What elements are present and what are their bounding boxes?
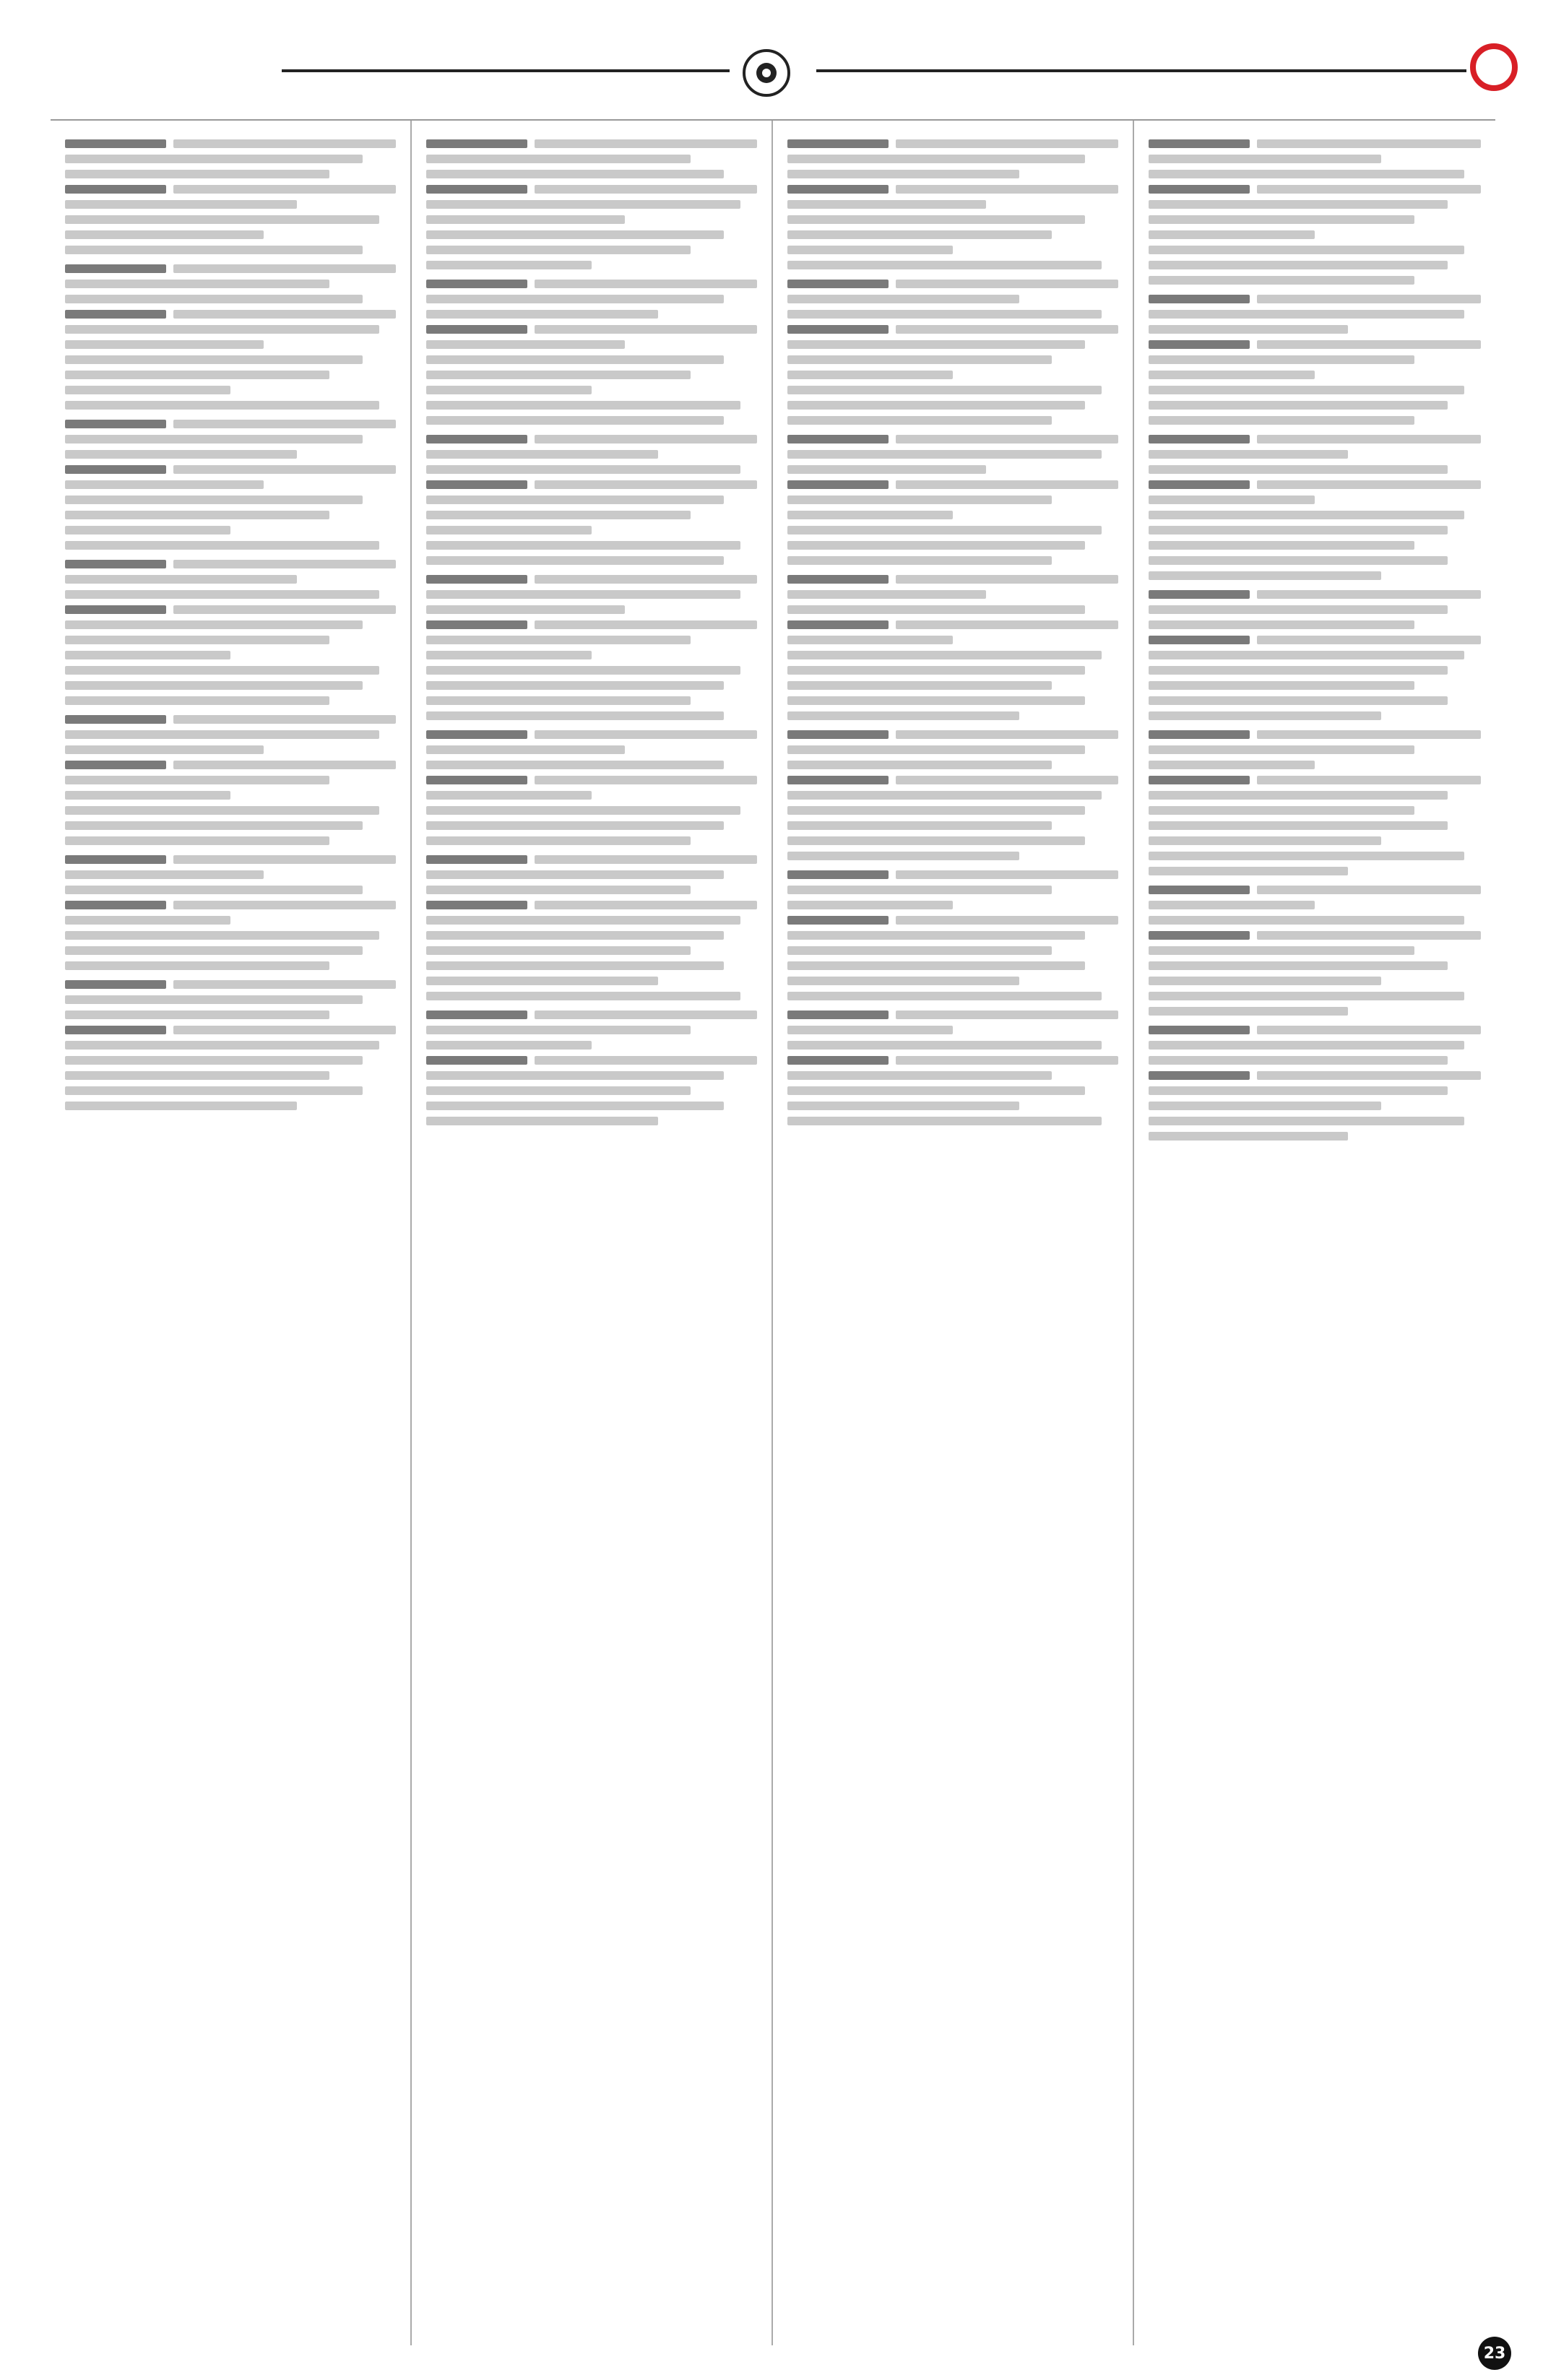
- text-line: [787, 401, 1085, 410]
- text-line: [426, 526, 592, 535]
- text-line: [426, 295, 724, 303]
- text-line: [1149, 310, 1464, 319]
- role-line: [426, 139, 757, 148]
- role-line: [65, 855, 396, 864]
- organization-section: [65, 715, 396, 845]
- text-line: [65, 995, 363, 1004]
- text-line: [65, 666, 379, 675]
- role-line: [426, 185, 757, 194]
- organization-section: [65, 855, 396, 970]
- text-line: [787, 636, 953, 644]
- text-line: [426, 745, 625, 754]
- text-line: [65, 651, 230, 659]
- role-line: [426, 1011, 757, 1019]
- text-line: [426, 261, 592, 269]
- text-line: [426, 355, 724, 364]
- text-line: [787, 681, 1052, 690]
- text-line: [426, 961, 724, 970]
- role-line: [65, 310, 396, 319]
- text-line: [1149, 200, 1448, 209]
- text-column: [773, 121, 1134, 2345]
- organization-section: [787, 730, 1118, 860]
- text-line: [65, 681, 363, 690]
- text-column: [1134, 121, 1495, 2345]
- text-line: [1149, 946, 1414, 955]
- text-line: [1149, 620, 1414, 629]
- text-line: [426, 916, 740, 925]
- role-line: [65, 264, 396, 273]
- text-line: [787, 901, 953, 909]
- organization-section: [787, 575, 1118, 720]
- role-line: [426, 855, 757, 864]
- text-line: [65, 325, 379, 334]
- text-line: [65, 946, 363, 955]
- text-line: [426, 215, 625, 224]
- organization-section: [787, 1011, 1118, 1125]
- text-line: [787, 1026, 953, 1034]
- text-line: [1149, 325, 1348, 334]
- text-line: [1149, 416, 1414, 425]
- text-line: [787, 605, 1085, 614]
- role-line: [787, 185, 1118, 194]
- text-line: [426, 310, 658, 319]
- text-line: [787, 355, 1052, 364]
- text-line: [65, 776, 329, 784]
- role-line: [1149, 1026, 1481, 1034]
- text-line: [787, 977, 1019, 985]
- organization-section: [1149, 139, 1481, 285]
- text-line: [787, 745, 1085, 754]
- text-line: [65, 886, 363, 894]
- text-line: [65, 730, 379, 739]
- text-line: [1149, 401, 1448, 410]
- role-line: [787, 1011, 1118, 1019]
- text-line: [787, 170, 1019, 178]
- text-line: [1149, 450, 1348, 459]
- text-line: [65, 230, 264, 239]
- text-line: [1149, 836, 1381, 845]
- text-line: [426, 681, 724, 690]
- text-line: [1149, 155, 1381, 163]
- text-line: [1149, 745, 1414, 754]
- red-ring-icon: [1470, 43, 1518, 91]
- role-line: [426, 325, 757, 334]
- text-line: [65, 575, 297, 584]
- text-line: [1149, 246, 1464, 254]
- role-line: [426, 280, 757, 288]
- text-line: [787, 836, 1085, 845]
- organization-section: [426, 1011, 757, 1125]
- organization-section: [1149, 435, 1481, 580]
- text-line: [426, 465, 740, 474]
- text-line: [426, 590, 740, 599]
- text-line: [1149, 556, 1448, 565]
- text-line: [787, 1071, 1052, 1080]
- emblem-icon: [753, 60, 779, 86]
- text-line: [426, 1117, 658, 1125]
- role-line: [787, 139, 1118, 148]
- text-line: [787, 666, 1085, 675]
- text-line: [65, 961, 329, 970]
- text-line: [787, 556, 1052, 565]
- text-line: [1149, 526, 1448, 535]
- text-line: [426, 340, 625, 349]
- text-line: [65, 526, 230, 535]
- text-line: [787, 496, 1052, 504]
- text-line: [65, 246, 363, 254]
- text-line: [426, 401, 740, 410]
- role-line: [1149, 886, 1481, 894]
- text-line: [787, 450, 1102, 459]
- text-line: [65, 155, 363, 163]
- role-line: [65, 761, 396, 769]
- text-line: [65, 401, 379, 410]
- role-line: [1149, 1071, 1481, 1080]
- role-line: [787, 916, 1118, 925]
- text-line: [65, 170, 329, 178]
- organization-section: [1149, 590, 1481, 720]
- text-line: [1149, 806, 1414, 815]
- text-line: [426, 711, 724, 720]
- text-line: [426, 931, 724, 940]
- text-line: [426, 230, 724, 239]
- text-line: [787, 230, 1052, 239]
- text-line: [1149, 696, 1448, 705]
- header-rule-right: [816, 69, 1466, 72]
- text-line: [65, 215, 379, 224]
- organization-section: [787, 870, 1118, 1000]
- page-number: 23: [1478, 2337, 1511, 2370]
- role-line: [65, 420, 396, 428]
- text-line: [65, 636, 329, 644]
- text-line: [1149, 465, 1448, 474]
- text-line: [65, 450, 297, 459]
- text-line: [65, 745, 264, 754]
- text-line: [426, 1102, 724, 1110]
- organization-section: [426, 139, 757, 269]
- text-line: [65, 806, 379, 815]
- text-line: [1149, 666, 1448, 675]
- text-line: [1149, 571, 1381, 580]
- text-line: [65, 435, 363, 443]
- role-line: [1149, 340, 1481, 349]
- text-line: [787, 696, 1085, 705]
- text-line: [426, 1041, 592, 1050]
- text-line: [787, 590, 986, 599]
- text-line: [1149, 1117, 1464, 1125]
- role-line: [1149, 435, 1481, 443]
- text-line: [1149, 761, 1315, 769]
- role-line: [787, 575, 1118, 584]
- text-line: [65, 340, 264, 349]
- text-line: [426, 1071, 724, 1080]
- newspaper-logo-icon: [743, 49, 790, 97]
- role-line: [65, 1026, 396, 1034]
- text-line: [1149, 711, 1381, 720]
- organization-section: [426, 575, 757, 720]
- text-line: [787, 791, 1102, 800]
- text-line: [787, 1086, 1085, 1095]
- text-line: [1149, 1102, 1381, 1110]
- text-line: [787, 215, 1085, 224]
- text-line: [426, 371, 691, 379]
- text-line: [65, 836, 329, 845]
- text-line: [65, 1011, 329, 1019]
- text-line: [426, 806, 740, 815]
- text-line: [65, 916, 230, 925]
- role-line: [787, 1056, 1118, 1065]
- role-line: [426, 776, 757, 784]
- text-line: [1149, 605, 1448, 614]
- text-line: [426, 170, 724, 178]
- role-line: [787, 435, 1118, 443]
- text-line: [1149, 961, 1448, 970]
- text-line: [787, 852, 1019, 860]
- text-line: [1149, 276, 1414, 285]
- text-line: [1149, 371, 1315, 379]
- text-line: [65, 821, 363, 830]
- text-line: [1149, 1056, 1448, 1065]
- text-line: [787, 261, 1102, 269]
- role-line: [787, 776, 1118, 784]
- text-line: [1149, 791, 1448, 800]
- text-line: [65, 931, 379, 940]
- text-line: [1149, 230, 1315, 239]
- text-line: [787, 1041, 1102, 1050]
- role-line: [426, 901, 757, 909]
- text-column: [51, 121, 412, 2345]
- role-line: [65, 980, 396, 989]
- text-line: [787, 416, 1052, 425]
- text-line: [787, 946, 1052, 955]
- text-line: [65, 511, 329, 519]
- text-line: [787, 371, 953, 379]
- text-line: [1149, 821, 1448, 830]
- organization-section: [1149, 1026, 1481, 1141]
- text-line: [426, 651, 592, 659]
- text-line: [1149, 977, 1381, 985]
- text-line: [426, 1086, 691, 1095]
- text-line: [426, 416, 724, 425]
- text-line: [65, 541, 379, 550]
- organization-section: [1149, 295, 1481, 425]
- text-line: [787, 246, 953, 254]
- organization-section: [426, 730, 757, 845]
- text-line: [426, 556, 724, 565]
- text-line: [426, 1026, 691, 1034]
- text-line: [426, 992, 740, 1000]
- role-line: [1149, 776, 1481, 784]
- text-line: [787, 526, 1102, 535]
- role-line: [787, 325, 1118, 334]
- text-line: [1149, 1086, 1448, 1095]
- text-line: [65, 1056, 363, 1065]
- text-line: [787, 541, 1085, 550]
- role-line: [787, 870, 1118, 879]
- text-line: [426, 450, 658, 459]
- role-line: [787, 280, 1118, 288]
- header-rule-left: [282, 69, 730, 72]
- text-line: [65, 295, 363, 303]
- text-line: [787, 711, 1019, 720]
- text-line: [1149, 215, 1414, 224]
- text-line: [65, 386, 230, 394]
- text-line: [1149, 1132, 1348, 1141]
- text-line: [1149, 916, 1464, 925]
- role-line: [65, 605, 396, 614]
- text-line: [65, 791, 230, 800]
- text-line: [787, 992, 1102, 1000]
- text-line: [65, 280, 329, 288]
- role-line: [426, 575, 757, 584]
- role-line: [65, 185, 396, 194]
- text-line: [426, 200, 740, 209]
- organization-section: [1149, 730, 1481, 875]
- text-line: [787, 155, 1085, 163]
- text-line: [65, 1086, 363, 1095]
- text-line: [1149, 901, 1315, 909]
- text-line: [787, 651, 1102, 659]
- text-line: [426, 636, 691, 644]
- text-line: [787, 200, 986, 209]
- text-line: [1149, 1007, 1348, 1016]
- organization-section: [65, 560, 396, 705]
- role-line: [65, 560, 396, 568]
- text-line: [426, 696, 691, 705]
- text-line: [65, 1102, 297, 1110]
- organization-section: [426, 280, 757, 425]
- role-line: [787, 730, 1118, 739]
- text-line: [426, 386, 592, 394]
- text-line: [787, 1117, 1102, 1125]
- text-line: [1149, 496, 1315, 504]
- role-line: [787, 620, 1118, 629]
- organization-section: [65, 980, 396, 1110]
- text-line: [787, 295, 1019, 303]
- text-line: [65, 200, 297, 209]
- role-line: [1149, 295, 1481, 303]
- text-line: [787, 886, 1052, 894]
- text-line: [426, 155, 691, 163]
- role-line: [426, 620, 757, 629]
- organization-section: [426, 855, 757, 1000]
- text-line: [65, 590, 379, 599]
- text-line: [1149, 355, 1414, 364]
- text-line: [1149, 170, 1464, 178]
- text-line: [426, 666, 740, 675]
- text-line: [426, 496, 724, 504]
- text-line: [1149, 651, 1464, 659]
- text-line: [787, 511, 953, 519]
- text-line: [787, 761, 1052, 769]
- text-line: [65, 696, 329, 705]
- role-line: [65, 901, 396, 909]
- text-line: [787, 931, 1085, 940]
- role-line: [65, 139, 396, 148]
- text-line: [426, 791, 592, 800]
- text-line: [65, 355, 363, 364]
- text-line: [787, 465, 986, 474]
- role-line: [426, 1056, 757, 1065]
- role-line: [1149, 590, 1481, 599]
- text-line: [787, 340, 1085, 349]
- text-line: [65, 496, 363, 504]
- organization-section: [787, 139, 1118, 269]
- text-line: [426, 821, 724, 830]
- text-line: [426, 870, 724, 879]
- text-line: [65, 620, 363, 629]
- text-line: [1149, 867, 1348, 875]
- role-line: [426, 480, 757, 489]
- role-line: [787, 480, 1118, 489]
- role-line: [1149, 636, 1481, 644]
- text-line: [1149, 511, 1464, 519]
- text-line: [65, 870, 264, 879]
- text-line: [426, 511, 691, 519]
- role-line: [65, 465, 396, 474]
- organization-section: [1149, 886, 1481, 1016]
- page-header: [51, 43, 1514, 101]
- role-line: [1149, 139, 1481, 148]
- text-line: [1149, 852, 1464, 860]
- organization-section: [65, 420, 396, 550]
- text-line: [787, 386, 1102, 394]
- text-line: [426, 946, 691, 955]
- role-line: [1149, 185, 1481, 194]
- text-line: [426, 246, 691, 254]
- role-line: [1149, 730, 1481, 739]
- text-line: [787, 310, 1102, 319]
- text-line: [426, 836, 691, 845]
- text-line: [1149, 992, 1464, 1000]
- organization-section: [787, 435, 1118, 565]
- text-line: [787, 821, 1052, 830]
- text-line: [426, 977, 658, 985]
- text-line: [1149, 1041, 1464, 1050]
- organization-section: [65, 264, 396, 410]
- organization-section: [787, 280, 1118, 425]
- text-line: [1149, 386, 1464, 394]
- text-line: [426, 761, 724, 769]
- text-line: [65, 1041, 379, 1050]
- text-line: [1149, 261, 1448, 269]
- text-line: [787, 961, 1085, 970]
- text-line: [1149, 681, 1414, 690]
- text-line: [65, 480, 264, 489]
- role-line: [426, 730, 757, 739]
- organization-section: [65, 139, 396, 254]
- text-line: [787, 806, 1085, 815]
- text-line: [1149, 541, 1414, 550]
- role-line: [65, 715, 396, 724]
- text-line: [426, 886, 691, 894]
- text-line: [787, 1102, 1019, 1110]
- organization-section: [426, 435, 757, 565]
- text-line: [65, 1071, 329, 1080]
- text-columns: [51, 119, 1495, 2345]
- role-line: [1149, 480, 1481, 489]
- text-line: [65, 371, 329, 379]
- text-column: [412, 121, 773, 2345]
- role-line: [426, 435, 757, 443]
- text-line: [426, 541, 740, 550]
- role-line: [1149, 931, 1481, 940]
- text-line: [426, 605, 625, 614]
